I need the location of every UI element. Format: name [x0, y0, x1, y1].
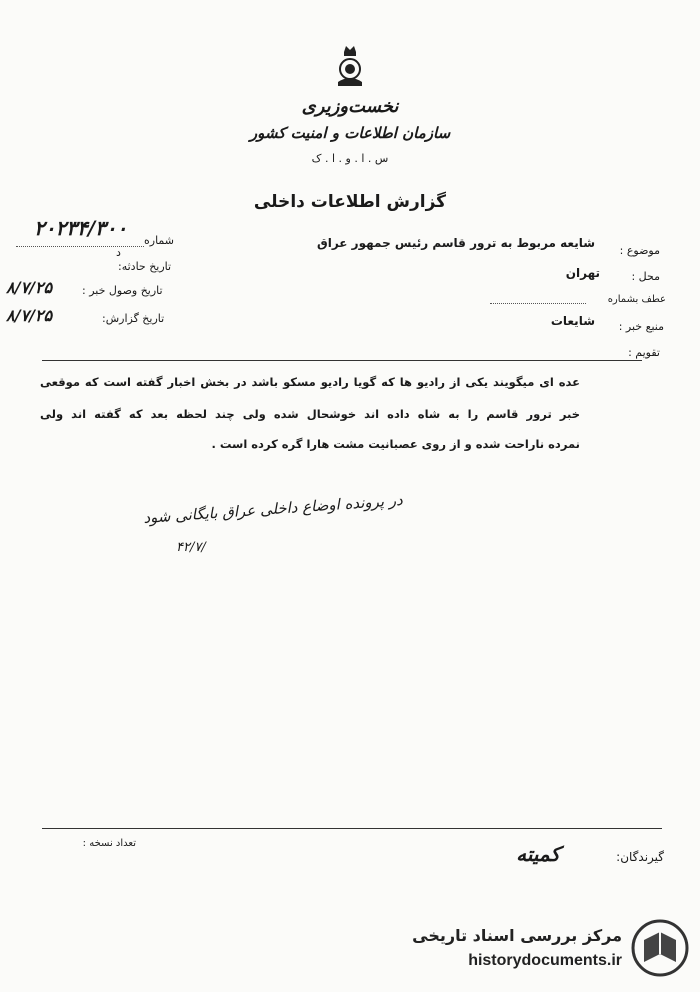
evaluation-label: تقویم : — [628, 346, 660, 359]
subject-label: موضوع : — [619, 244, 660, 257]
org-line-2: سازمان اطلاعات و امنیت کشور — [249, 124, 451, 142]
report-number-value: ۲۰۲۳۴/۳۰۰ — [34, 216, 128, 240]
place-label: محل : — [631, 270, 660, 283]
watermark-title: مرکز بررسی اسناد تاریخی — [412, 926, 622, 945]
report-title: گزارش اطلاعات داخلی — [253, 192, 447, 212]
report-date-label: تاریخ گزارش: — [102, 312, 165, 325]
recipients-label: گیرندگان: — [616, 850, 664, 864]
body-line: خبر ترور قاسم را به شاه داده اند خوشحال شده ولی چند لحظه بعد که گفته اند ولی — [40, 407, 580, 421]
watermark — [380, 912, 696, 988]
meta-left — [6, 212, 186, 332]
recipients-signature: کمیته — [516, 842, 560, 866]
reference-line — [490, 303, 586, 304]
lion-and-sun-crown-emblem-icon — [330, 42, 370, 90]
body-line: عده ای میگویند یکی از رادیو ها که گویا رادیو مسکو باشد در بخش اخبار گفته است که موقعی — [40, 375, 580, 389]
place-value: تهران — [565, 266, 600, 280]
received-date-value: ۸/۷/۲۵ — [6, 278, 53, 297]
report-number-label: شماره — [144, 234, 175, 247]
source-label: منبع خبر : — [618, 320, 664, 333]
copies-label: تعداد نسخه : — [82, 838, 136, 849]
source-value: شایعات — [550, 314, 595, 328]
history-documents-logo-icon — [630, 918, 690, 978]
handwritten-filing-note: در پرونده اوضاع داخلی عراق بایگانی شود — [142, 490, 404, 528]
report-body — [40, 372, 580, 464]
org-code: س . ا . و . ا . ک — [311, 152, 389, 165]
subject-value: شایعه مربوط به ترور قاسم رئیس جمهور عراق — [316, 236, 595, 250]
body-line: نمرده ناراحت شده و از روی عصبانیت مشت هارا گره کرده است . — [211, 437, 580, 451]
report-date-value: ۸/۷/۲۵ — [6, 306, 53, 325]
reference-label: عطف بشماره — [607, 294, 666, 305]
received-date-label: تاریخ وصول خبر : — [82, 284, 163, 297]
incident-date-label: تاریخ حادثه: — [118, 260, 172, 273]
emblem — [330, 42, 370, 90]
body-top-divider — [42, 360, 642, 361]
report-number-suffix: د — [116, 246, 121, 259]
footer-divider — [42, 828, 662, 829]
report-number-underline — [16, 246, 144, 247]
org-line-1: نخست‌وزیری — [301, 96, 399, 117]
handwritten-note-date: ۴۲/۷/ — [176, 540, 206, 555]
watermark-url: historydocuments.ir — [468, 952, 622, 969]
